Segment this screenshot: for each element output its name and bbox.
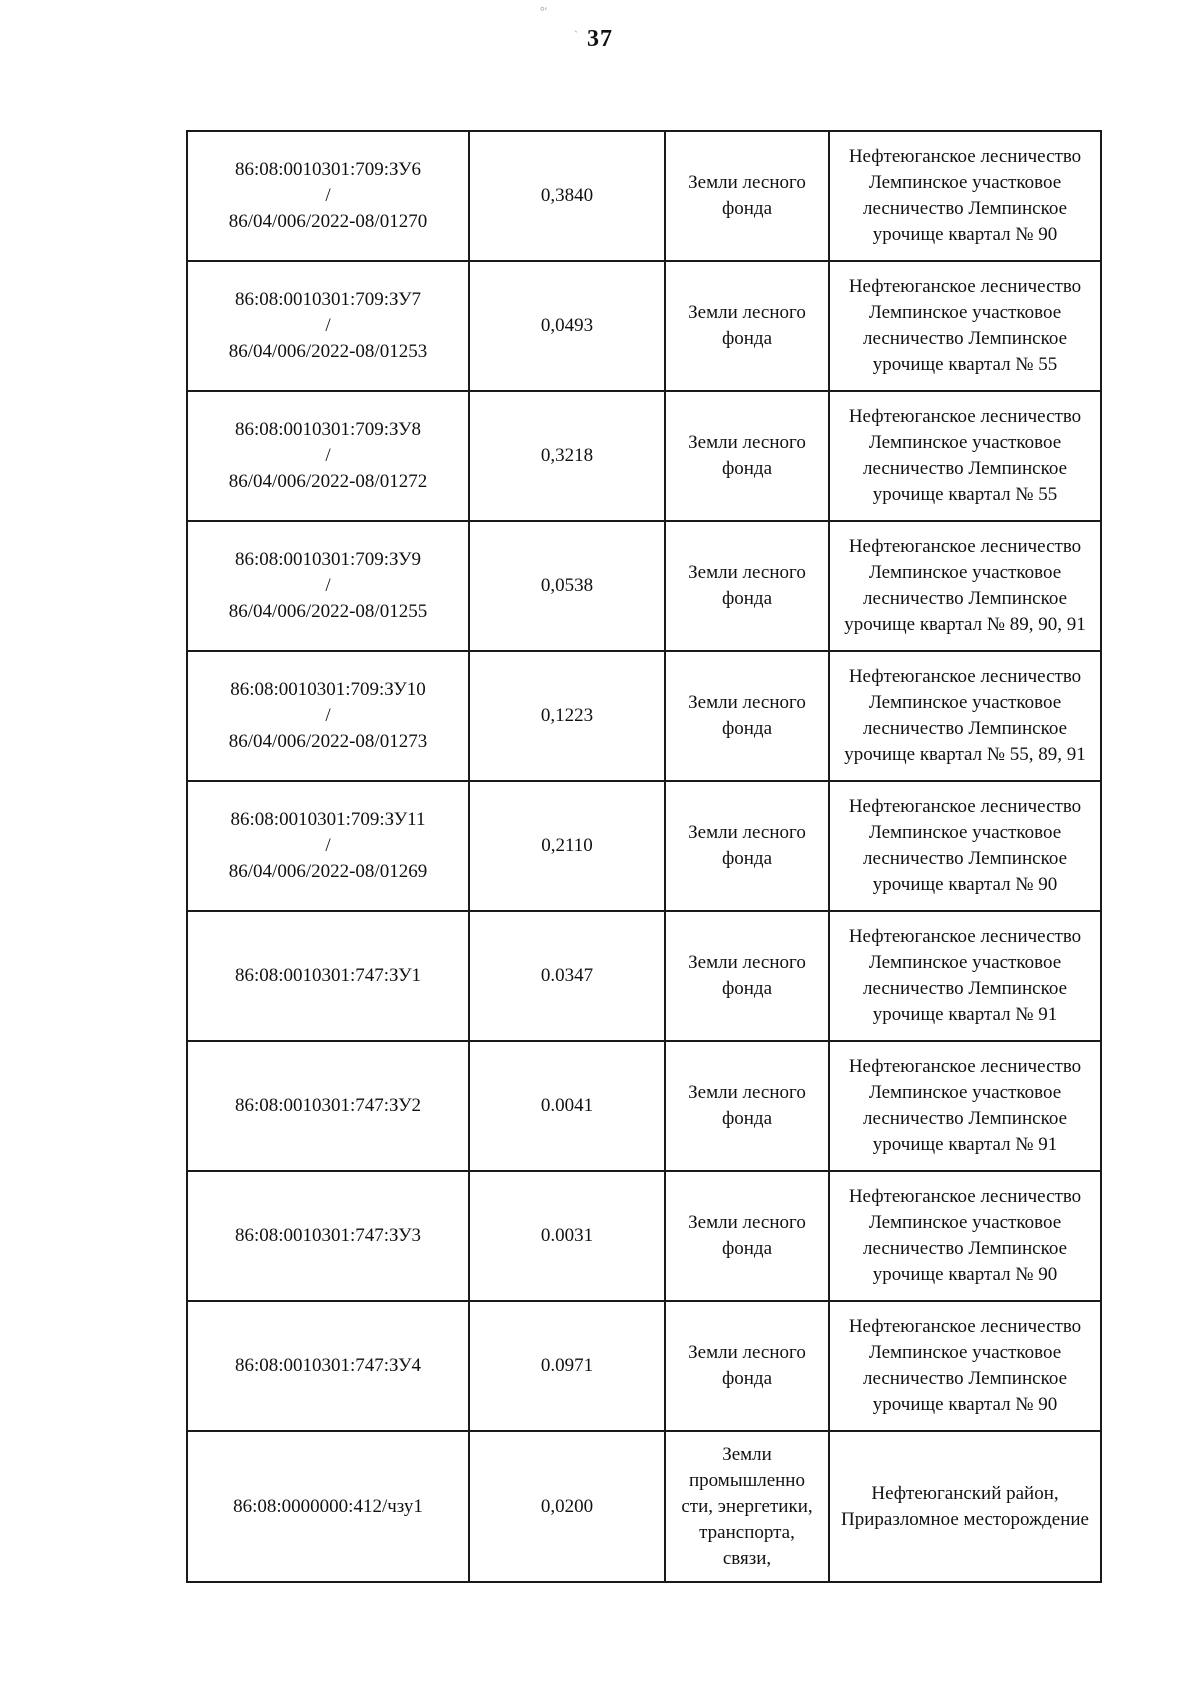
location: Нефтеюганский район, Приразломное месторождение — [841, 1482, 1089, 1530]
location-cell — [829, 131, 1101, 261]
cadastral-number: 86:08:0010301:709:ЗУ6 — [234, 159, 422, 180]
table-row — [187, 131, 1101, 261]
table-row — [187, 911, 1101, 1041]
registration-number: 86/04/006/2022-08/01269 — [228, 861, 428, 882]
land-category: Земли промышленно сти, энергетики, транспорта, связи, — [681, 1443, 813, 1569]
location-cell — [829, 651, 1101, 781]
cadastral-number: 86:08:0010301:747:ЗУ3 — [234, 1225, 422, 1246]
land-category: Земли лесного фонда — [688, 822, 806, 869]
land-category-cell — [665, 781, 829, 911]
cadastral-number-cell — [187, 911, 469, 1041]
registration-number: 86/04/006/2022-08/01255 — [228, 601, 428, 622]
table-row — [187, 1171, 1101, 1301]
area-cell: 0.0971 — [469, 1301, 665, 1431]
location: Нефтеюганское лесничество Лемпинское участковое лесничество Лемпинское урочище квартал № 90 — [848, 146, 1082, 245]
table-row — [187, 1431, 1101, 1582]
land-category-cell — [665, 521, 829, 651]
cadastral-number-cell — [187, 1431, 469, 1582]
location-cell — [829, 1041, 1101, 1171]
table-row — [187, 1301, 1101, 1431]
location: Нефтеюганское лесничество Лемпинское участковое лесничество Лемпинское урочище квартал № 91 — [848, 926, 1082, 1025]
table-row — [187, 1041, 1101, 1171]
land-category: Земли лесного фонда — [688, 302, 806, 349]
scan-speck: °′ — [540, 4, 548, 18]
land-category-cell — [665, 131, 829, 261]
cadastral-number-cell — [187, 261, 469, 391]
registration-number: 86/04/006/2022-08/01270 — [228, 211, 428, 232]
cadastral-number: 86:08:0010301:709:ЗУ8 — [234, 419, 422, 440]
location: Нефтеюганское лесничество Лемпинское участковое лесничество Лемпинское урочище квартал № 55, 89, 91 — [844, 666, 1086, 765]
separator: / — [325, 315, 331, 336]
cadastral-number-cell — [187, 651, 469, 781]
location: Нефтеюганское лесничество Лемпинское участковое лесничество Лемпинское урочище квартал № 89, 90, 91 — [844, 536, 1086, 635]
area-cell: 0.0041 — [469, 1041, 665, 1171]
cadastral-number-cell — [187, 391, 469, 521]
location: Нефтеюганское лесничество Лемпинское участковое лесничество Лемпинское урочище квартал № 90 — [848, 1316, 1082, 1415]
location-cell — [829, 1301, 1101, 1431]
land-category: Земли лесного фонда — [688, 1082, 806, 1129]
location: Нефтеюганское лесничество Лемпинское участковое лесничество Лемпинское урочище квартал № 55 — [848, 276, 1082, 375]
separator: / — [325, 575, 331, 596]
cadastral-number-cell — [187, 1171, 469, 1301]
page-number: 37 — [587, 26, 613, 52]
land-category-cell — [665, 261, 829, 391]
cadastral-number: 86:08:0010301:747:ЗУ2 — [234, 1095, 422, 1116]
area-cell: 0,0493 — [469, 261, 665, 391]
location-cell — [829, 911, 1101, 1041]
land-category-cell — [665, 651, 829, 781]
location-cell — [829, 1171, 1101, 1301]
land-category: Земли лесного фонда — [688, 1342, 806, 1389]
land-category: Земли лесного фонда — [688, 432, 806, 479]
land-category: Земли лесного фонда — [688, 952, 806, 999]
land-category: Земли лесного фонда — [688, 562, 806, 609]
area-cell: 0,1223 — [469, 651, 665, 781]
table-row — [187, 651, 1101, 781]
location-cell — [829, 521, 1101, 651]
area-cell: 0.0347 — [469, 911, 665, 1041]
land-category-cell — [665, 1171, 829, 1301]
registration-number: 86/04/006/2022-08/01272 — [228, 471, 428, 492]
registration-number: 86/04/006/2022-08/01253 — [228, 341, 428, 362]
cadastral-number: 86:08:0010301:709:ЗУ7 — [234, 289, 422, 310]
land-category: Земли лесного фонда — [688, 692, 806, 739]
separator: / — [325, 185, 331, 206]
area-cell: 0,3218 — [469, 391, 665, 521]
location: Нефтеюганское лесничество Лемпинское участковое лесничество Лемпинское урочище квартал № 90 — [848, 1186, 1082, 1285]
land-category-cell — [665, 911, 829, 1041]
land-category-cell — [665, 391, 829, 521]
separator: / — [325, 705, 331, 726]
location: Нефтеюганское лесничество Лемпинское участковое лесничество Лемпинское урочище квартал № 55 — [848, 406, 1082, 505]
separator: / — [325, 835, 331, 856]
location: Нефтеюганское лесничество Лемпинское участковое лесничество Лемпинское урочище квартал № 91 — [848, 1056, 1082, 1155]
table-row — [187, 391, 1101, 521]
table-row — [187, 261, 1101, 391]
cadastral-number: 86:08:0010301:709:ЗУ10 — [230, 679, 426, 700]
area-cell: 0,0538 — [469, 521, 665, 651]
land-category: Земли лесного фонда — [688, 1212, 806, 1259]
area-cell: 0.0031 — [469, 1171, 665, 1301]
area-cell: 0,3840 — [469, 131, 665, 261]
land-category-cell — [665, 1431, 829, 1582]
area-cell: 0,2110 — [469, 781, 665, 911]
table-row — [187, 781, 1101, 911]
cadastral-number-cell — [187, 521, 469, 651]
location-cell — [829, 391, 1101, 521]
cadastral-number: 86:08:0010301:747:ЗУ4 — [234, 1355, 422, 1376]
location-cell — [829, 1431, 1101, 1582]
cadastral-number-cell — [187, 781, 469, 911]
location: Нефтеюганское лесничество Лемпинское участковое лесничество Лемпинское урочище квартал № 90 — [848, 796, 1082, 895]
location-cell — [829, 781, 1101, 911]
land-category-cell — [665, 1041, 829, 1171]
cadastral-number-cell — [187, 1301, 469, 1431]
area-cell: 0,0200 — [469, 1431, 665, 1582]
registration-number: 86/04/006/2022-08/01273 — [228, 731, 428, 752]
cadastral-number: 86:08:0010301:747:ЗУ1 — [234, 965, 422, 986]
cadastral-number-cell — [187, 131, 469, 261]
separator: / — [325, 445, 331, 466]
land-category-cell — [665, 1301, 829, 1431]
cadastral-number: 86:08:0000000:412/чзу1 — [233, 1495, 423, 1517]
cadastral-number: 86:08:0010301:709:ЗУ9 — [234, 549, 422, 570]
land-category: Земли лесного фонда — [688, 172, 806, 219]
location-cell — [829, 261, 1101, 391]
table-row — [187, 521, 1101, 651]
land-plots-table — [186, 130, 1102, 1583]
cadastral-number-cell — [187, 1041, 469, 1171]
cadastral-number: 86:08:0010301:709:ЗУ11 — [230, 809, 426, 830]
scan-speck: ` — [574, 28, 578, 42]
